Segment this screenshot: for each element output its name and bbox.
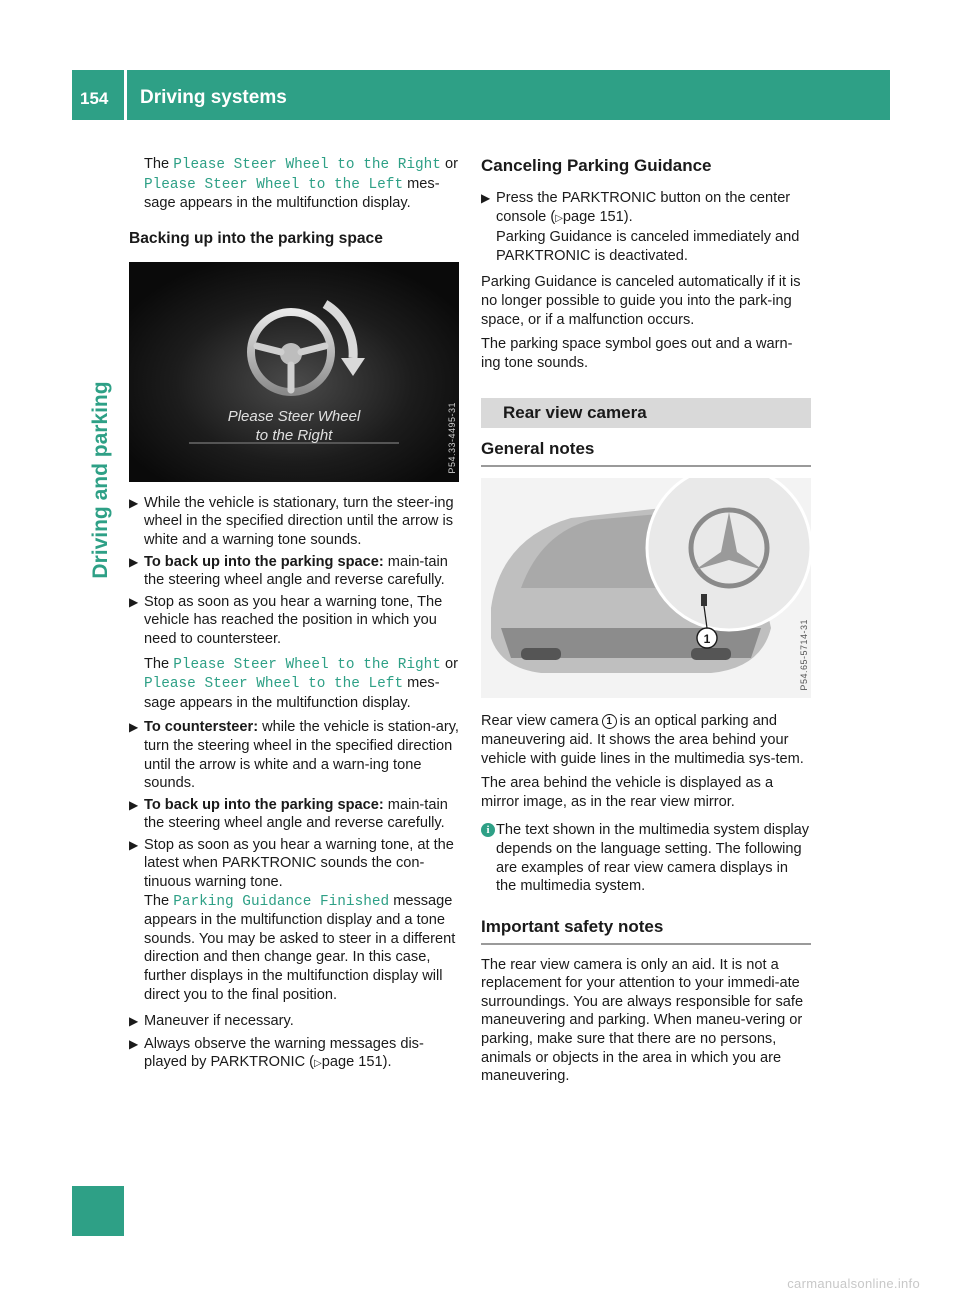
display-message: Please Steer Wheel to the Left [144, 676, 404, 693]
car-rear-illustration [481, 478, 811, 698]
section-band: Rear view camera [481, 398, 811, 428]
page-ref-icon: ▷ [555, 212, 563, 224]
page-reference-link[interactable]: page 151 [321, 1054, 383, 1071]
display-message: Please Steer Wheel to the Right [173, 157, 441, 173]
step-item: ▶ While the vehicle is stationary, turn the steer-ing wheel in the specified direction until the arrow is white and a warning tone sounds. [129, 494, 454, 548]
step-item: ▶ To countersteer: while the vehicle is station-ary, turn the steering wheel in the specified direction until the arrow is white and a warn-ing tone sounds. [129, 719, 459, 792]
display-line-1: Please Steer Wheel [227, 407, 361, 425]
step-item: ▶ To back up into the parking space: main-tain the steering wheel angle and reverse carefully. [129, 796, 448, 832]
display-line-2: to the Right [255, 426, 333, 444]
info-note: i The text shown in the multimedia system display depends on the language setting. The following are examples of rear view camera displays in the multimedia system. [481, 821, 811, 895]
watermark: carmanualsonline.info [787, 1276, 920, 1291]
side-tab-marker [72, 1186, 124, 1236]
intro-paragraph: The Please Steer Wheel to the Right or Please Steer Wheel to the Left mes- sage appears in the multifunction display. [144, 156, 458, 212]
triangle-right-icon: ▶ [129, 797, 139, 812]
section-title: Driving systems [140, 87, 287, 108]
right-column [481, 155, 811, 1092]
triangle-right-icon: ▶ [481, 191, 491, 205]
page-ref-icon: ▷ [314, 1058, 322, 1070]
step-item: ▶ Maneuver if necessary. [129, 1013, 294, 1030]
triangle-right-icon: ▶ [129, 594, 139, 609]
figure-rear-camera [481, 478, 811, 698]
triangle-right-icon: ▶ [129, 495, 139, 510]
step-item: ▶ To back up into the parking space: main-tain the steering wheel angle and reverse carefully. [129, 553, 448, 589]
page-number: 154 [80, 89, 109, 108]
triangle-right-icon: ▶ [129, 554, 139, 569]
camera-icon [701, 594, 707, 606]
callout-number: 1 [602, 714, 617, 729]
triangle-right-icon: ▶ [129, 1014, 139, 1029]
step-item: ▶ Stop as soon as you hear a warning tone, The vehicle has reached the position in which you need to countersteer. The Please Steer Wheel to the Right or Please Steer Wheel to the Left mes- sage appears in the multifunction display. [129, 593, 458, 711]
step-display-message: The Please Steer Wheel to the Right or Please Steer Wheel to the Left mes- sage appears in the multifunction display. [144, 655, 458, 711]
heading-general-notes: General notes [481, 438, 811, 467]
page-reference-link[interactable]: page 151 [562, 208, 624, 225]
figure-reference: P54.33-4495-31 [447, 402, 457, 474]
callout-number: 1 [703, 632, 711, 647]
header-divider [124, 70, 127, 120]
display-message: Please Steer Wheel to the Left [144, 176, 404, 193]
step-item: ▶ Stop as soon as you hear a warning tone, at the latest when PARKTRONIC sounds the con-tinuous warning tone. The Parking Guidance Finished message appears in the multifunction display and a tone sounds. You may be asked to steer in a different direction and then change gear. In this case, further displays in the multifunction display will direct you to the final position. [129, 836, 456, 1003]
side-tab-label: Driving and parking [89, 381, 112, 579]
heading-backing-up: Backing up into the parking space [129, 229, 383, 247]
heading-canceling: Canceling Parking Guidance [481, 156, 712, 175]
paragraph: Rear view camera 1 is an optical parking and maneuvering aid. It shows the area behind your vehicle with guide lines in the multimedia sys-tem. [481, 713, 804, 767]
step-item: ▶ Always observe the warning messages dis-played by PARKTRONIC (▷page 151). [129, 1035, 424, 1071]
steer-wheel-illustration [129, 262, 459, 482]
triangle-right-icon: ▶ [129, 1036, 139, 1051]
triangle-right-icon: ▶ [129, 720, 139, 735]
paragraph: The area behind the vehicle is displayed as a mirror image, as in the rear view mirror. [481, 775, 774, 810]
figure-steer-wheel-display [129, 262, 459, 482]
display-message: Please Steer Wheel to the Right [173, 656, 441, 673]
left-column [129, 155, 459, 1077]
paragraph: Parking Guidance is canceled automatically if it is no longer possible to guide you into the park-ing space, or if a malfunction occurs. [481, 274, 801, 328]
paragraph: The rear view camera is only an aid. It is not a replacement for your attention to your immedi-ate surroundings. You are always responsible for safe maneuvering and parking. When maneu-vering or parking, make sure that there are no persons, animals or objects in the area in which you are maneuvering. [481, 956, 804, 1085]
paragraph: The parking space symbol goes out and a warn-ing tone sounds. [481, 336, 793, 371]
figure-reference: P54.65-5714-31 [799, 618, 809, 691]
display-message: Parking Guidance Finished [173, 893, 390, 910]
heading-safety-notes: Important safety notes [481, 916, 811, 945]
step-item: ▶ Press the PARKTRONIC button on the center console (▷page 151). Parking Guidance is canceled immediately and PARKTRONIC is deactivated. [481, 190, 800, 264]
info-icon: i [481, 823, 495, 837]
triangle-right-icon: ▶ [129, 837, 139, 852]
